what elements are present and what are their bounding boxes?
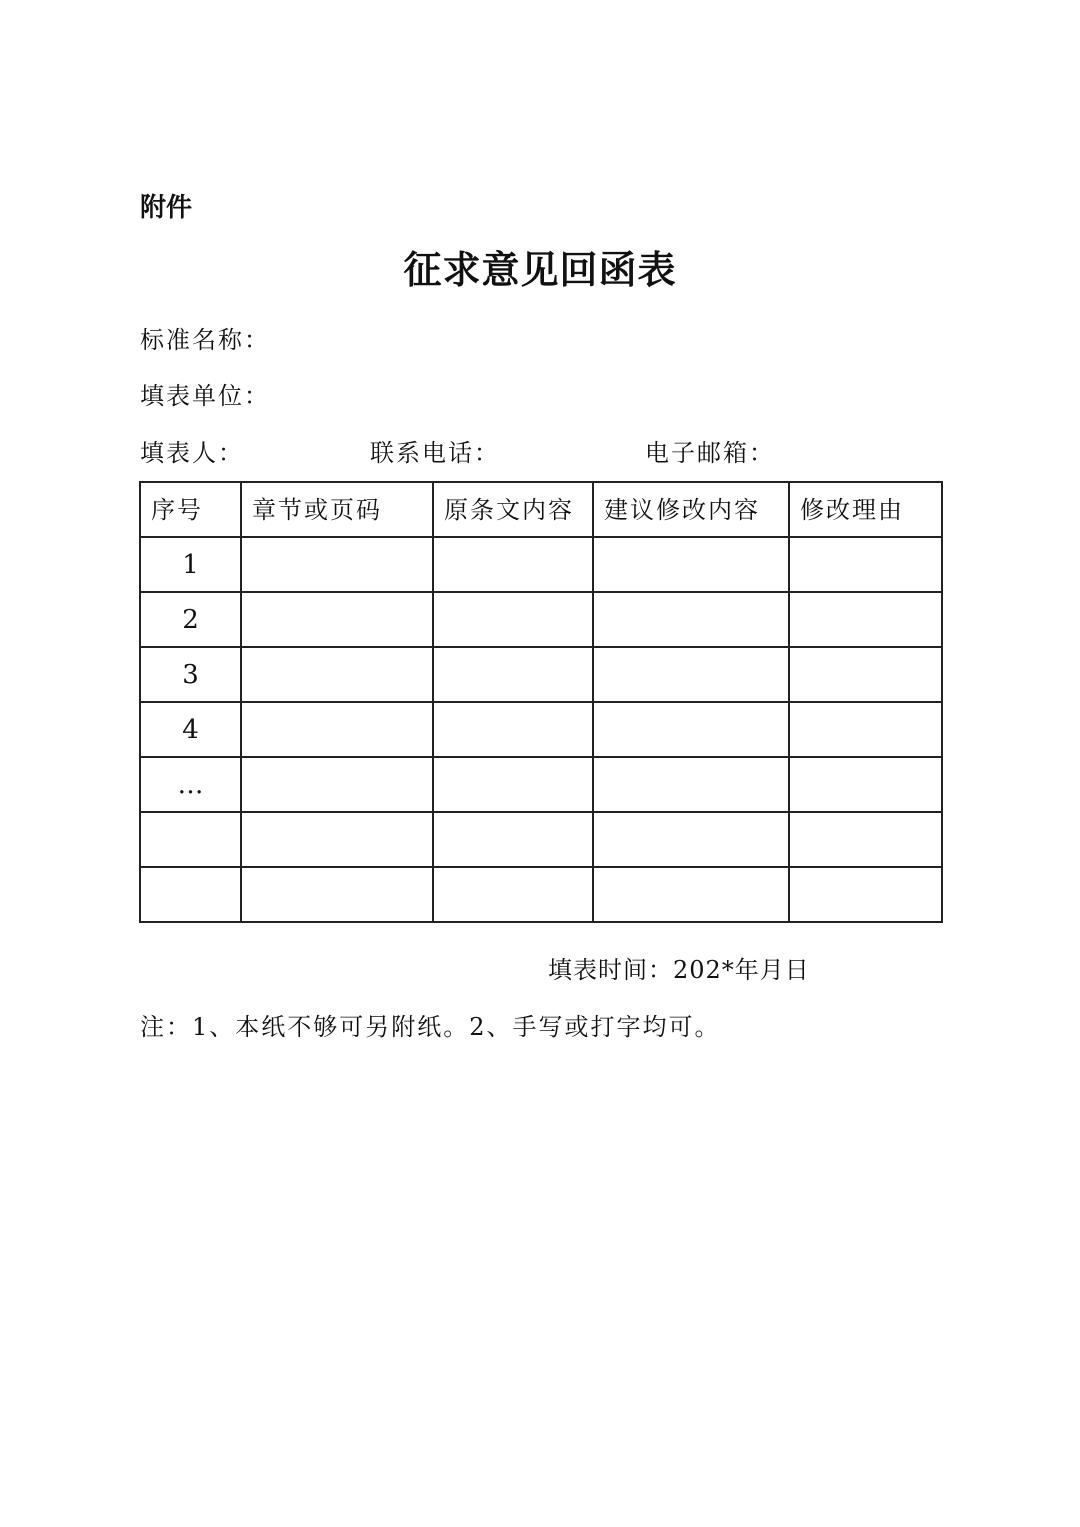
table-cell[interactable] bbox=[789, 647, 942, 702]
table-cell[interactable] bbox=[241, 537, 433, 592]
header-reason: 修改理由 bbox=[789, 482, 942, 537]
fill-date-label: 填表时间：202*年月日 bbox=[548, 956, 810, 984]
table-cell[interactable] bbox=[241, 647, 433, 702]
table-cell[interactable] bbox=[789, 867, 942, 922]
table-cell[interactable] bbox=[433, 702, 593, 757]
table-row bbox=[140, 757, 942, 812]
table-cell-serial[interactable] bbox=[140, 867, 241, 922]
table-row bbox=[140, 647, 942, 702]
table-cell[interactable] bbox=[789, 812, 942, 867]
table-cell[interactable] bbox=[433, 867, 593, 922]
table-row bbox=[140, 812, 942, 867]
table-cell[interactable] bbox=[593, 867, 789, 922]
header-serial: 序号 bbox=[140, 482, 241, 537]
email-label: 电子邮箱： bbox=[645, 439, 775, 467]
table-cell[interactable] bbox=[593, 647, 789, 702]
table-cell[interactable] bbox=[593, 757, 789, 812]
table-cell-serial: 4 bbox=[140, 702, 241, 757]
table-cell[interactable] bbox=[433, 757, 593, 812]
table-row bbox=[140, 537, 942, 592]
table-cell[interactable] bbox=[433, 647, 593, 702]
table-cell[interactable] bbox=[789, 592, 942, 647]
table-row bbox=[140, 592, 942, 647]
table-cell[interactable] bbox=[593, 537, 789, 592]
feedback-table bbox=[139, 481, 943, 923]
table-cell[interactable] bbox=[241, 812, 433, 867]
table-cell[interactable] bbox=[789, 702, 942, 757]
table-cell[interactable] bbox=[789, 757, 942, 812]
header-chapter-page: 章节或页码 bbox=[241, 482, 433, 537]
table-cell-serial[interactable] bbox=[140, 812, 241, 867]
table-cell[interactable] bbox=[593, 812, 789, 867]
filler-label: 填表人： bbox=[140, 439, 244, 467]
table-cell[interactable] bbox=[241, 592, 433, 647]
table-row bbox=[140, 702, 942, 757]
table-cell-serial: … bbox=[140, 757, 241, 812]
header-original-text: 原条文内容 bbox=[433, 482, 593, 537]
phone-label: 联系电话： bbox=[370, 439, 500, 467]
table-cell[interactable] bbox=[241, 867, 433, 922]
table-cell[interactable] bbox=[433, 812, 593, 867]
table-cell[interactable] bbox=[593, 702, 789, 757]
filling-unit-label: 填表单位： bbox=[140, 382, 270, 410]
standard-name-label: 标准名称： bbox=[140, 326, 270, 354]
table-cell-serial: 2 bbox=[140, 592, 241, 647]
table-cell[interactable] bbox=[241, 757, 433, 812]
page-title: 征求意见回函表 bbox=[403, 248, 677, 292]
table-cell[interactable] bbox=[433, 537, 593, 592]
table-cell[interactable] bbox=[241, 702, 433, 757]
table-header-row bbox=[140, 482, 942, 537]
table-cell-serial: 1 bbox=[140, 537, 241, 592]
table-cell[interactable] bbox=[789, 537, 942, 592]
header-suggested-change: 建议修改内容 bbox=[593, 482, 789, 537]
table-cell[interactable] bbox=[433, 592, 593, 647]
table-cell[interactable] bbox=[593, 592, 789, 647]
attachment-label: 附件 bbox=[140, 193, 193, 223]
footnote: 注：1、本纸不够可另附纸。2、手写或打字均可。 bbox=[140, 1013, 721, 1041]
table-row bbox=[140, 867, 942, 922]
table-cell-serial: 3 bbox=[140, 647, 241, 702]
